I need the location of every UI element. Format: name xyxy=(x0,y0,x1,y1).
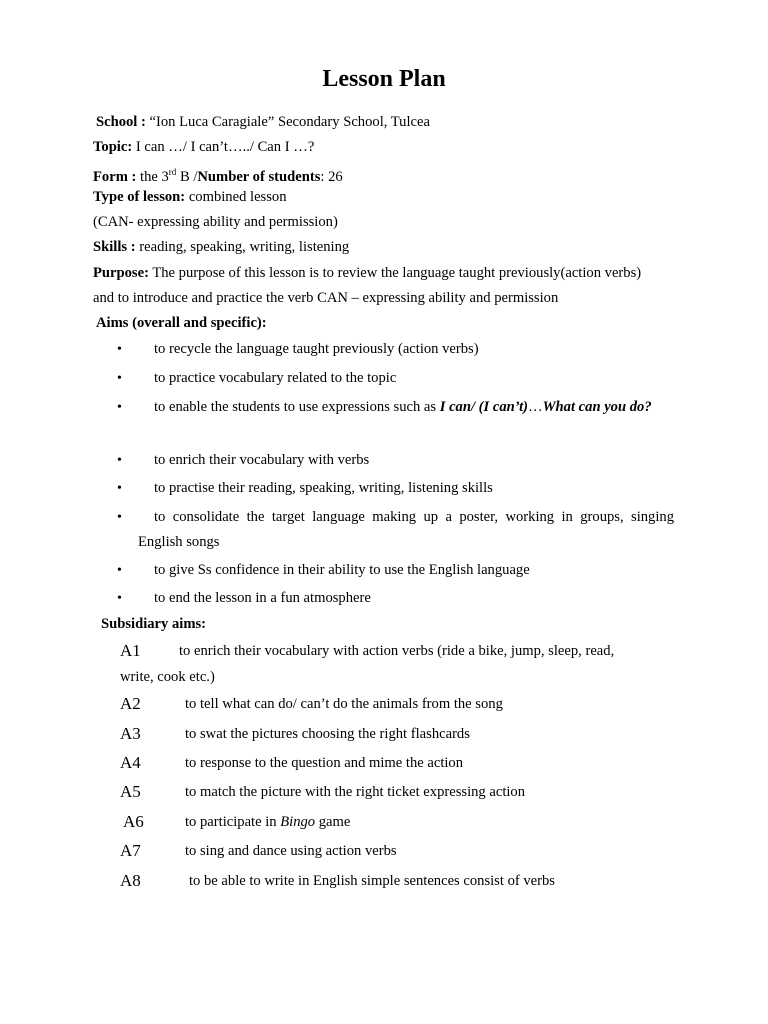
bullet-icon: • xyxy=(117,453,122,468)
page-title: Lesson Plan xyxy=(322,66,446,92)
list-item xyxy=(0,395,768,445)
aims-heading xyxy=(96,313,267,333)
aim-text: to enrich their vocabulary with action verbs (ride a bike, jump, sleep, read, xyxy=(179,643,615,659)
skills-line xyxy=(93,237,349,257)
list-item xyxy=(0,476,768,501)
aim-text-emph: Bingo xyxy=(280,814,316,830)
bullet-icon: • xyxy=(117,371,122,386)
skills-label: Skills : xyxy=(93,239,136,255)
form-label: Form : xyxy=(93,168,137,185)
type-of-lesson-line xyxy=(93,187,287,207)
school-value: “Ion Luca Caragiale” Secondary School, Tulcea xyxy=(149,114,430,130)
list-item xyxy=(0,337,768,362)
topic-line xyxy=(93,137,314,157)
aim-text: to consolidate the target language making up a poster, working in groups, singing English songs xyxy=(138,509,674,550)
form-value-sup: rd xyxy=(168,167,177,177)
list-item xyxy=(0,558,768,583)
aim-code: A8 xyxy=(120,871,141,890)
aim-text: to practice vocabulary related to the topic xyxy=(154,370,397,386)
subsidiary-heading xyxy=(101,614,206,634)
aim-text: to enrich their vocabulary with verbs xyxy=(154,452,370,468)
aim-text: to swat the pictures choosing the right flashcards xyxy=(185,726,470,742)
aim-text: to be able to write in English simple sentences consist of verbs xyxy=(189,873,555,889)
list-item xyxy=(0,448,768,473)
aim-text: to recycle the language taught previously (action verbs) xyxy=(154,341,479,357)
school-label: School : xyxy=(96,114,146,130)
aim-text: to response to the question and mime the action xyxy=(185,755,464,771)
aim-code: A4 xyxy=(120,753,141,772)
aim-text: to end the lesson in a fun atmosphere xyxy=(154,590,371,606)
aim-text: to practise their reading, speaking, writing, listening skills xyxy=(154,480,493,496)
bullet-icon: • xyxy=(117,510,122,525)
aims-heading-text: Aims (overall and specific): xyxy=(96,315,267,331)
purpose-text-1: The purpose of this lesson is to review the language taught previously(action verbs) xyxy=(152,265,642,281)
aim-code: A1 xyxy=(120,641,141,660)
purpose-line-2: and to introduce and practice the verb CAN – expressing ability and permission xyxy=(93,290,559,306)
form-value-pre: the 3 xyxy=(140,168,169,185)
bullet-icon: • xyxy=(117,481,122,496)
type-of-lesson-value: combined lesson xyxy=(188,189,287,205)
aim-text-emph-1: I can/ (I can’t) xyxy=(439,399,528,415)
aim-text: to sing and dance using action verbs xyxy=(185,843,397,859)
list-item xyxy=(0,366,768,391)
aim-text-post: game xyxy=(315,814,351,830)
topic-label: Topic: xyxy=(93,139,133,155)
aim-text-continued: write, cook etc.) xyxy=(120,669,215,685)
subsidiary-heading-text: Subsidiary aims: xyxy=(101,616,207,632)
aim-code: A3 xyxy=(120,724,141,743)
aim-code: A5 xyxy=(120,782,141,801)
aim-text: to match the picture with the right ticket expressing action xyxy=(185,784,526,800)
bullet-icon: • xyxy=(117,563,122,578)
aim-code: A6 xyxy=(123,812,144,831)
topic-value: I can …/ I can’t…../ Can I …? xyxy=(135,139,315,155)
aim-code: A2 xyxy=(120,694,141,713)
list-item xyxy=(0,586,768,611)
skills-value: reading, speaking, writing, listening xyxy=(139,239,350,255)
bullet-icon: • xyxy=(117,400,122,415)
aim-text-emph-2: What can you do? xyxy=(542,399,652,415)
aim-text xyxy=(185,811,350,833)
students-value: : 26 xyxy=(320,168,343,185)
aim-text-pre: to participate in xyxy=(185,814,281,830)
aim-text: to give Ss confidence in their ability to use the English language xyxy=(154,562,530,578)
aim-text: to tell what can do/ can’t do the animals from the song xyxy=(185,696,503,712)
form-value-post: B / xyxy=(179,168,198,185)
form-line xyxy=(93,162,343,187)
list-item xyxy=(0,505,768,555)
purpose-line-1 xyxy=(93,263,641,283)
aim-text xyxy=(138,395,674,420)
bullet-icon: • xyxy=(117,591,122,606)
aim-text-pre: to enable the students to use expressions such as xyxy=(154,399,440,415)
bullet-icon: • xyxy=(117,342,122,357)
can-note-line: (CAN- expressing ability and permission) xyxy=(93,214,338,230)
aim-text-mid: … xyxy=(527,399,543,415)
purpose-label: Purpose: xyxy=(93,265,149,281)
aim-code: A7 xyxy=(120,841,141,860)
students-label: Number of students xyxy=(197,168,321,185)
school-line xyxy=(96,112,430,132)
type-of-lesson-label: Type of lesson: xyxy=(93,189,186,205)
